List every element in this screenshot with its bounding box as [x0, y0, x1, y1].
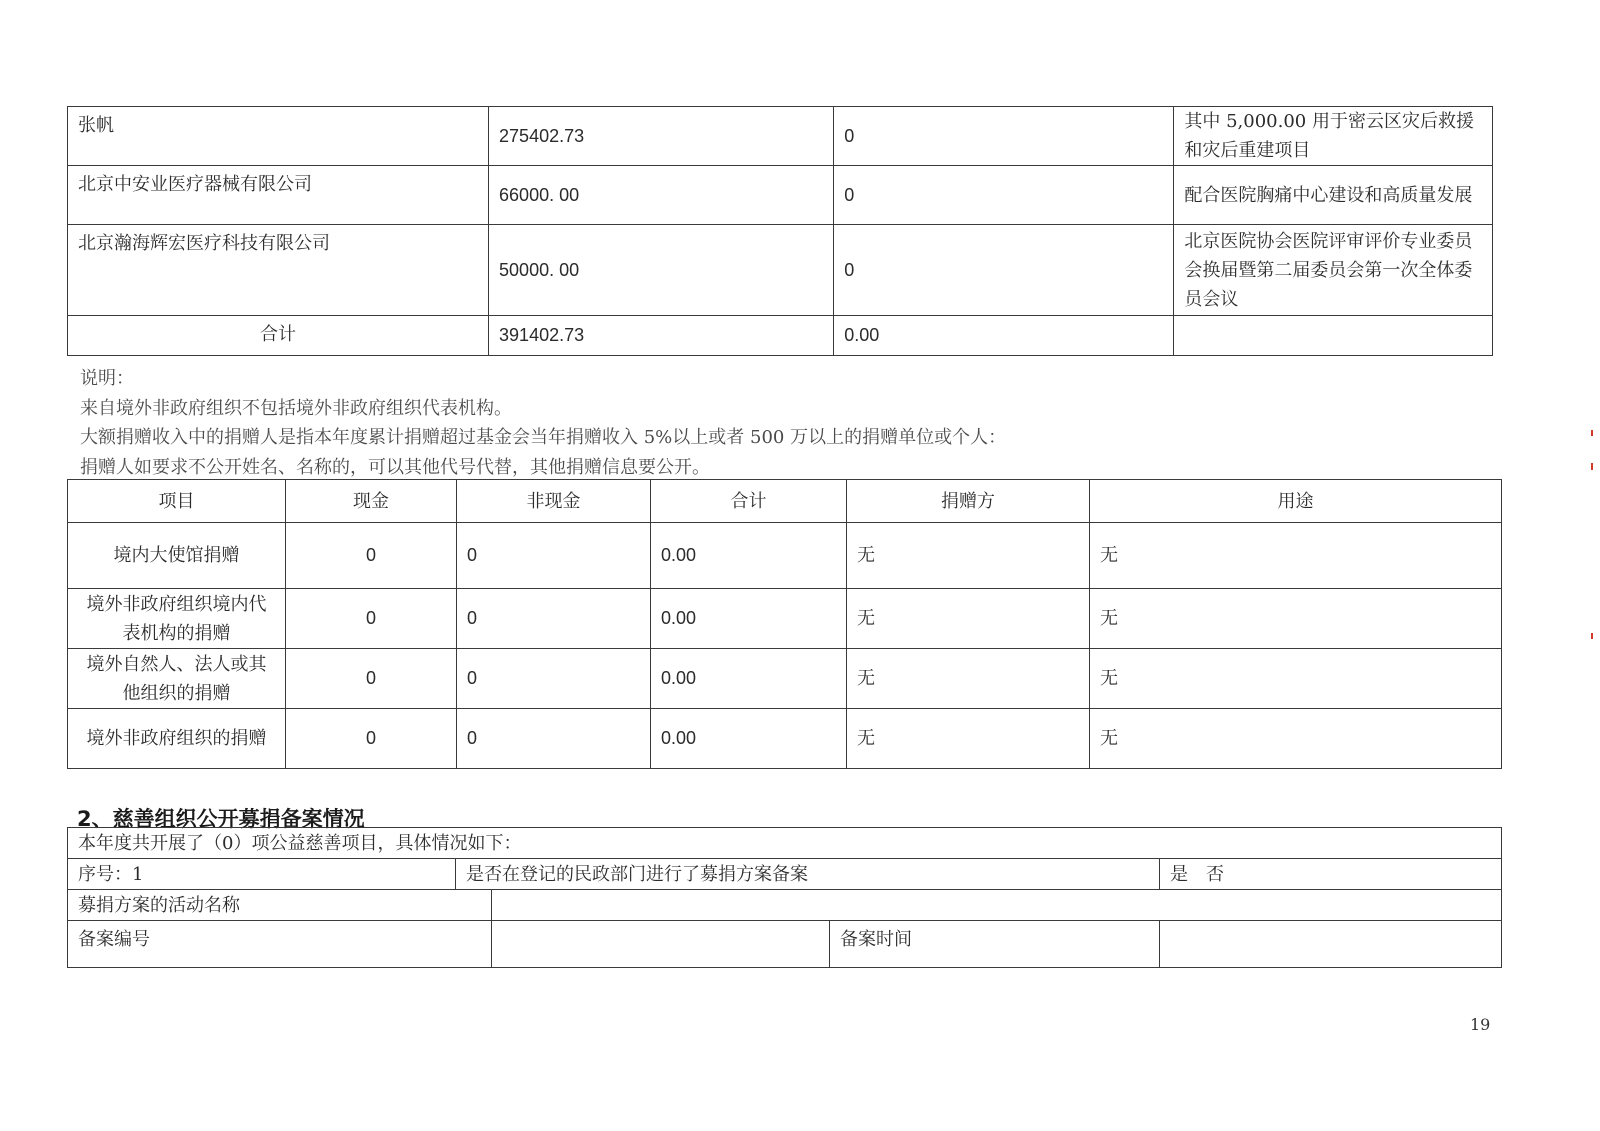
donations-table — [67, 106, 1493, 356]
activity-name-value — [492, 890, 1502, 921]
donor-cell: 无 — [847, 709, 1090, 769]
table-row — [68, 649, 1502, 709]
noncash-cell: 0 — [834, 166, 1174, 225]
purpose-cell: 配合医院胸痛中心建设和高质量发展 — [1174, 166, 1493, 225]
cash-cell: 0 — [286, 589, 457, 649]
cash-cell: 50000. 00 — [489, 225, 834, 316]
total-cell: 0.00 — [651, 649, 847, 709]
table-row — [68, 859, 1502, 890]
column-header: 现金 — [286, 480, 457, 523]
foreign-donations-table — [67, 479, 1502, 769]
yes-no-cell: 是 否 — [1160, 859, 1502, 890]
purpose-cell: 无 — [1090, 523, 1502, 589]
purpose-cell: 无 — [1090, 709, 1502, 769]
table-row — [68, 166, 1493, 225]
cash-cell: 66000. 00 — [489, 166, 834, 225]
noncash-cell: 0 — [457, 589, 651, 649]
cash-cell: 275402.73 — [489, 107, 834, 166]
table-row — [68, 828, 1502, 859]
cash-cell: 0 — [286, 709, 457, 769]
purpose-cell: 其中 5,000.00 用于密云区灾后救援和灾后重建项目 — [1174, 107, 1493, 166]
table-row — [68, 107, 1493, 166]
donor-cell: 无 — [847, 649, 1090, 709]
total-cell: 0.00 — [651, 589, 847, 649]
noncash-cell: 0 — [457, 523, 651, 589]
section-title: 2、慈善组织公开募捐备案情况 — [77, 807, 365, 831]
total-label: 合计 — [68, 316, 489, 356]
purpose-cell: 无 — [1090, 649, 1502, 709]
column-header: 捐赠方 — [847, 480, 1090, 523]
scan-edge-mark — [1591, 633, 1593, 639]
total-cell: 0.00 — [651, 523, 847, 589]
activity-name-label: 募捐方案的活动名称 — [68, 890, 492, 921]
total-cash: 391402.73 — [489, 316, 834, 356]
noncash-cell: 0 — [457, 709, 651, 769]
column-header: 合计 — [651, 480, 847, 523]
notes-heading: 说明： — [80, 368, 134, 389]
item-cell: 境外非政府组织境内代表机构的捐赠 — [68, 589, 286, 649]
table-header-row — [68, 480, 1502, 523]
donor-cell: 北京中安业医疗器械有限公司 — [68, 166, 489, 225]
notes-line: 捐赠人如要求不公开姓名、名称的，可以其他代号代替，其他捐赠信息要公开。 — [80, 456, 710, 478]
notes-line: 大额捐赠收入中的捐赠人是指本年度累计捐赠超过基金会当年捐赠收入 5%以上或者 500 万以上的捐赠单位或个人： — [80, 427, 1007, 448]
summary-cell: 本年度共开展了（0）项公益慈善项目，具体情况如下： — [68, 828, 1502, 859]
table-row — [68, 225, 1493, 316]
purpose-cell: 无 — [1090, 589, 1502, 649]
donor-cell: 无 — [847, 589, 1090, 649]
total-cell: 0.00 — [651, 709, 847, 769]
fundraising-filing-table — [67, 827, 1502, 968]
table-row — [68, 589, 1502, 649]
donor-cell: 张帆 — [68, 107, 489, 166]
table-row — [68, 523, 1502, 589]
table-row — [68, 709, 1502, 769]
filed-question-cell: 是否在登记的民政部门进行了募捐方案备案 — [456, 859, 1160, 890]
cash-cell: 0 — [286, 649, 457, 709]
column-header: 非现金 — [457, 480, 651, 523]
cash-cell: 0 — [286, 523, 457, 589]
column-header: 项目 — [68, 480, 286, 523]
scan-edge-mark — [1591, 430, 1593, 436]
total-row — [68, 316, 1493, 356]
record-time-label: 备案时间 — [830, 921, 1160, 968]
donor-cell: 无 — [847, 523, 1090, 589]
table-row — [68, 890, 1502, 921]
record-no-value — [492, 921, 830, 968]
scan-edge-mark — [1591, 463, 1593, 470]
item-cell: 境外非政府组织的捐赠 — [68, 709, 286, 769]
purpose-cell: 北京医院协会医院评审评价专业委员会换届暨第二届委员会第一次全体委员会议 — [1174, 225, 1493, 316]
item-cell: 境内大使馆捐赠 — [68, 523, 286, 589]
record-time-value — [1160, 921, 1502, 968]
column-header: 用途 — [1090, 480, 1502, 523]
noncash-cell: 0 — [834, 225, 1174, 316]
noncash-cell: 0 — [834, 107, 1174, 166]
total-purpose — [1174, 316, 1493, 356]
notes-line: 来自境外非政府组织不包括境外非政府组织代表机构。 — [80, 397, 512, 419]
notes — [80, 364, 1006, 482]
table-row — [68, 921, 1502, 968]
donor-cell: 北京瀚海辉宏医疗科技有限公司 — [68, 225, 489, 316]
page-number: 19 — [1470, 1015, 1491, 1034]
sequence-cell: 序号：1 — [68, 859, 456, 890]
record-no-label: 备案编号 — [68, 921, 492, 968]
item-cell: 境外自然人、法人或其他组织的捐赠 — [68, 649, 286, 709]
noncash-cell: 0 — [457, 649, 651, 709]
total-noncash: 0.00 — [834, 316, 1174, 356]
